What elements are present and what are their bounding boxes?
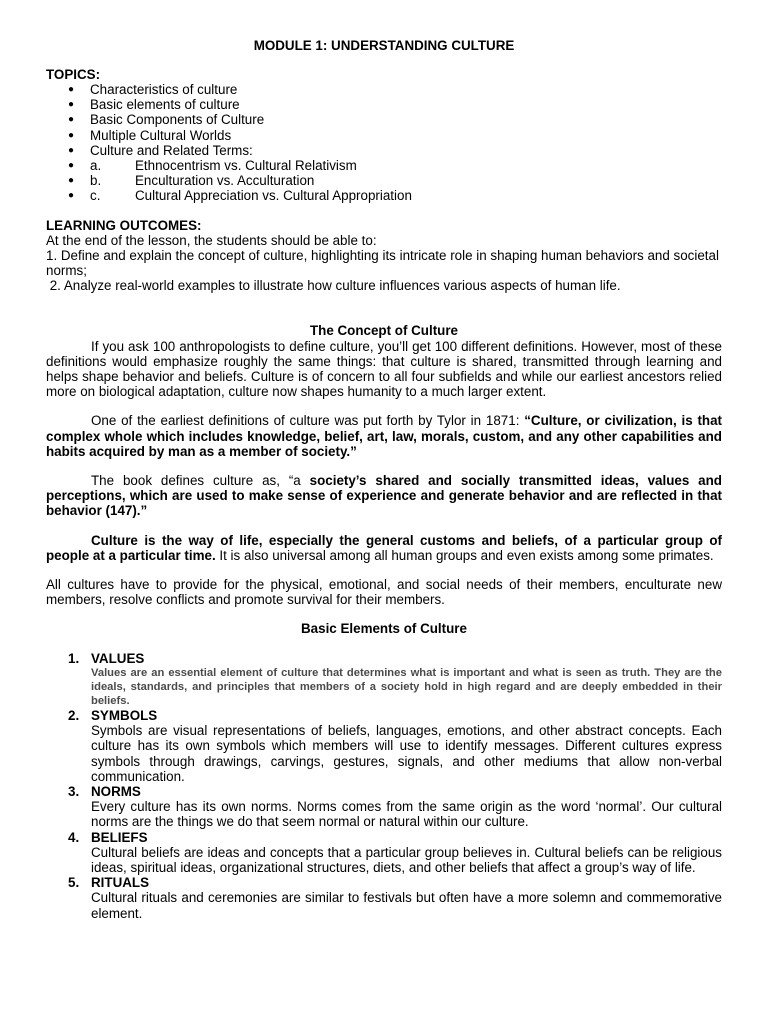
sub-topic-item <box>46 173 722 188</box>
topic-item: ● Basic elements of culture <box>46 97 722 112</box>
topic-item: ● Basic Components of Culture <box>46 112 722 127</box>
sub-topic-letter: b. <box>90 173 102 189</box>
outcomes-heading: LEARNING OUTCOMES: <box>46 217 202 233</box>
element-description: Cultural rituals and ceremonies are similar to festivals but often have a more solemn and commemorative element. <box>91 890 722 921</box>
paragraph-text: It is also universal among all human groups and even exists among some primates. <box>215 547 714 563</box>
book-definition-paragraph <box>46 473 722 519</box>
sub-topic-item <box>46 188 722 203</box>
element-name: SYMBOLS <box>91 707 158 723</box>
outcomes-intro: At the end of the lesson, the students should be able to: <box>46 232 377 248</box>
sub-topic-text: Enculturation vs. Acculturation <box>135 173 315 189</box>
element-item-symbols <box>46 708 722 784</box>
sub-topic-letter: a. <box>90 158 102 174</box>
element-number: 5. <box>68 875 80 891</box>
topic-item: ● Characteristics of culture <box>46 82 722 97</box>
concept-heading: The Concept of Culture <box>309 323 459 339</box>
element-description: Every culture has its own norms. Norms comes from the same origin as the word ‘normal’. Our cultural norms are the things we do that seem normal or natural within our culture. <box>91 799 722 830</box>
tylor-quote: “Culture, or civilization, is that complex whole which includes knowledge, belief, art, law, morals, custom, and any other capabilities and habits acquired by man as a member of society.” <box>46 413 722 459</box>
sub-topic-letter: c. <box>90 188 101 204</box>
elements-heading: Basic Elements of Culture <box>301 621 467 637</box>
element-description: Values are an essential element of culture that determines what is important and what is seen as truth. They are the ideals, standards, and principles that members of a society hold in high regard and are deeply embedded in their beliefs. <box>91 666 722 707</box>
way-of-life-paragraph <box>46 533 722 563</box>
way-of-life-definition: Culture is the way of life, especially the general customs and beliefs, of a particular group of people at a particular time. <box>46 532 722 563</box>
cultures-needs-paragraph: All cultures have to provide for the physical, emotional, and social needs of their members, enculturate new members, resolve conflicts and promote survival for their members. <box>46 577 722 608</box>
element-item-rituals <box>46 875 722 921</box>
topics-heading: TOPICS: <box>46 67 101 82</box>
element-number: 4. <box>68 829 80 845</box>
element-name: RITUALS <box>91 875 150 891</box>
element-description: Cultural beliefs are ideas and concepts that a particular group believes in. Cultural beliefs can be religious ideas, spiritual ideas, organizational structures, diets, and other beliefs that affect a group’s way of life. <box>91 844 722 875</box>
element-name: BELIEFS <box>91 829 148 845</box>
element-description: Symbols are visual representations of beliefs, languages, emotions, and other abstract concepts. Each culture has its own symbols which members will use to identify messages. Different cultures express symbols through drawings, carvings, gestures, signals, and other mediums that allow non-verbal communication. <box>91 723 722 784</box>
outcome-item: 1. Define and explain the concept of culture, highlighting its intricate role in shaping human behaviors and societal norms; <box>46 247 719 279</box>
element-number: 3. <box>68 783 80 799</box>
element-name: VALUES <box>91 650 145 666</box>
element-number: 1. <box>68 650 80 666</box>
sub-topic-text: Ethnocentrism vs. Cultural Relativism <box>135 158 357 174</box>
tylor-definition-paragraph <box>46 413 722 459</box>
topic-item: ● Multiple Cultural Worlds <box>46 128 722 143</box>
paragraph-text: One of the earliest definitions of culture was put forth by Tylor in 1871: <box>91 413 525 429</box>
element-number: 2. <box>68 707 80 723</box>
book-quote: society’s shared and socially transmitted ideas, values and perceptions, which are used to make sense of experience and generate behavior and are reflected in that behavior (147).” <box>46 473 722 519</box>
outcome-item: 2. Analyze real-world examples to illustrate how culture influences various aspects of human life. <box>46 278 621 294</box>
sub-topic-text: Cultural Appreciation vs. Cultural Appropriation <box>135 188 412 204</box>
element-item-beliefs <box>46 830 722 876</box>
element-name: NORMS <box>91 783 141 799</box>
paragraph-text: The book defines culture as, “a <box>91 473 310 489</box>
concept-paragraph: If you ask 100 anthropologists to define culture, you’ll get 100 different definitions. However, most of these definitions would emphasize roughly the same things: that culture is shared, transmitted through learning and helps shape behavior and beliefs. Culture is of concern to all four subfields and while our earliest ancestors relied more on biological adaptation, culture now shapes humanity to a much larger extent. <box>46 338 722 400</box>
element-item-norms <box>46 784 722 830</box>
element-item-values <box>46 651 722 708</box>
topic-item: ● Culture and Related Terms: <box>46 143 722 158</box>
sub-topic-item <box>46 158 722 173</box>
document-title: MODULE 1: UNDERSTANDING CULTURE <box>253 38 515 53</box>
elements-list <box>46 651 722 921</box>
topics-list <box>46 82 722 204</box>
